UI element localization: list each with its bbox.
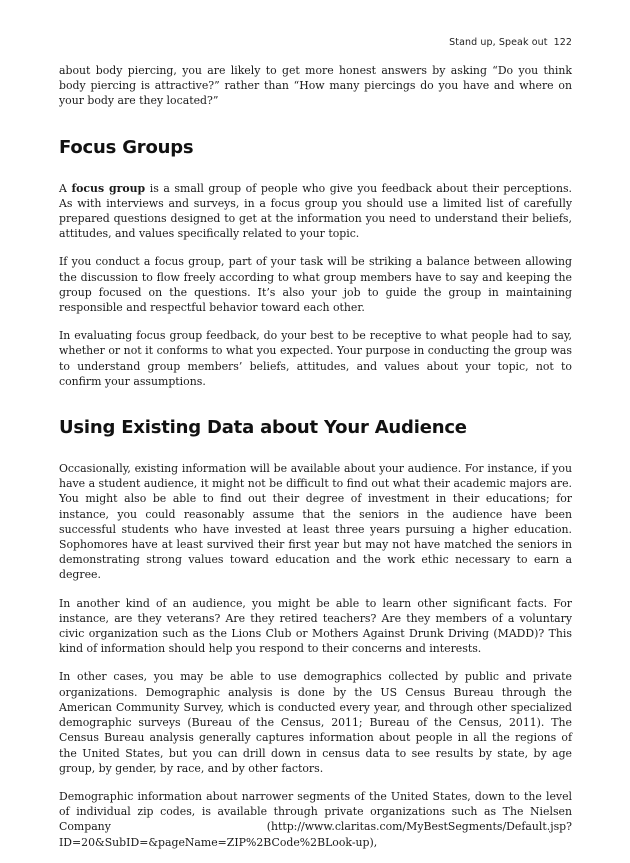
focus-groups-paragraph-1 <box>59 181 572 242</box>
focus-group-term: focus group <box>71 181 146 195</box>
intro-paragraph: about body piercing, you are likely to get more honest answers by asking “Do you think body piercing is attractive?” rather than “How many piercings do you have and where on your body are they located?” <box>59 64 572 108</box>
paragraph-text: is a small group of people who give you feedback about their perceptions. As with interviews and surveys, in a focus group you should use a limited list of carefully prepared questions designed to get at the information you need to understand their beliefs, attitudes, and values specifically related to your topic. <box>59 181 573 241</box>
running-header <box>449 37 572 48</box>
existing-data-paragraph-2: In another kind of an audience, you might be able to learn other significant facts. For instance, are they veterans? Are they retired teachers? Are they members of a voluntary civic organization such as the Lions Club or Mothers Against Drunk Driving (MADD)? This kind of information should help you respond to their concerns and interests. <box>59 596 572 656</box>
focus-groups-paragraph-2: If you conduct a focus group, part of your task will be striking a balance between allowing the discussion to flow freely according to what group members have to say and keeping the group focused on the questions. It’s also your job to guide the group in maintaining responsible and respectful behavior toward each other. <box>59 255 572 315</box>
existing-data-paragraph-4: Demographic information about narrower segments of the United States, down to the level of individual zip codes, is available through private organizations such as The Nielsen Company (http://www.claritas.com/MyBestSegments/Default.jsp?ID=20&SubID=&pageName=ZIP%2BCode%2BLook-up), <box>59 789 572 849</box>
existing-data-paragraph-3: In other cases, you may be able to use demographics collected by public and private organizations. Demographic analysis is done by the US Census Bureau through the American Community Survey, which is conducted every year, and through other specialized demographic surveys (Bureau of the Census, 2011; Bureau of the Census, 2011). The Census Bureau analysis generally captures information about people in all the regions of the United States, but you can drill down in census data to see results by state, by age group, by gender, by race, and by other factors. <box>59 670 572 775</box>
paragraph-text: A <box>59 181 72 195</box>
focus-groups-paragraph-3: In evaluating focus group feedback, do your best to be receptive to what people had to say, whether or not it conforms to what you expected. Your purpose in conducting the group was to understand group members’ beliefs, attitudes, and values about your topic, not to confirm your assumptions. <box>59 329 572 388</box>
page-content <box>59 63 572 863</box>
existing-data-paragraph-1: Occasionally, existing information will be available about your audience. For instance, if you have a student audience, it might not be difficult to find out what their academic majors are. You might also be able to find out their degree of investment in their educations; for instance, you could reasonably assume that the seniors in the audience have been successful students who have invested at least three years pursuing a higher education. Sophomores have at least survived their first year but may not have matched the seniors in demonstrating strong values toward education and the work ethic necessary to earn a degree. <box>59 462 572 582</box>
running-title: Stand up, Speak out <box>449 37 548 48</box>
section-heading-existing-data: Using Existing Data about Your Audience <box>59 417 467 439</box>
section-heading-focus-groups: Focus Groups <box>59 136 194 158</box>
page-number: 122 <box>553 37 572 48</box>
